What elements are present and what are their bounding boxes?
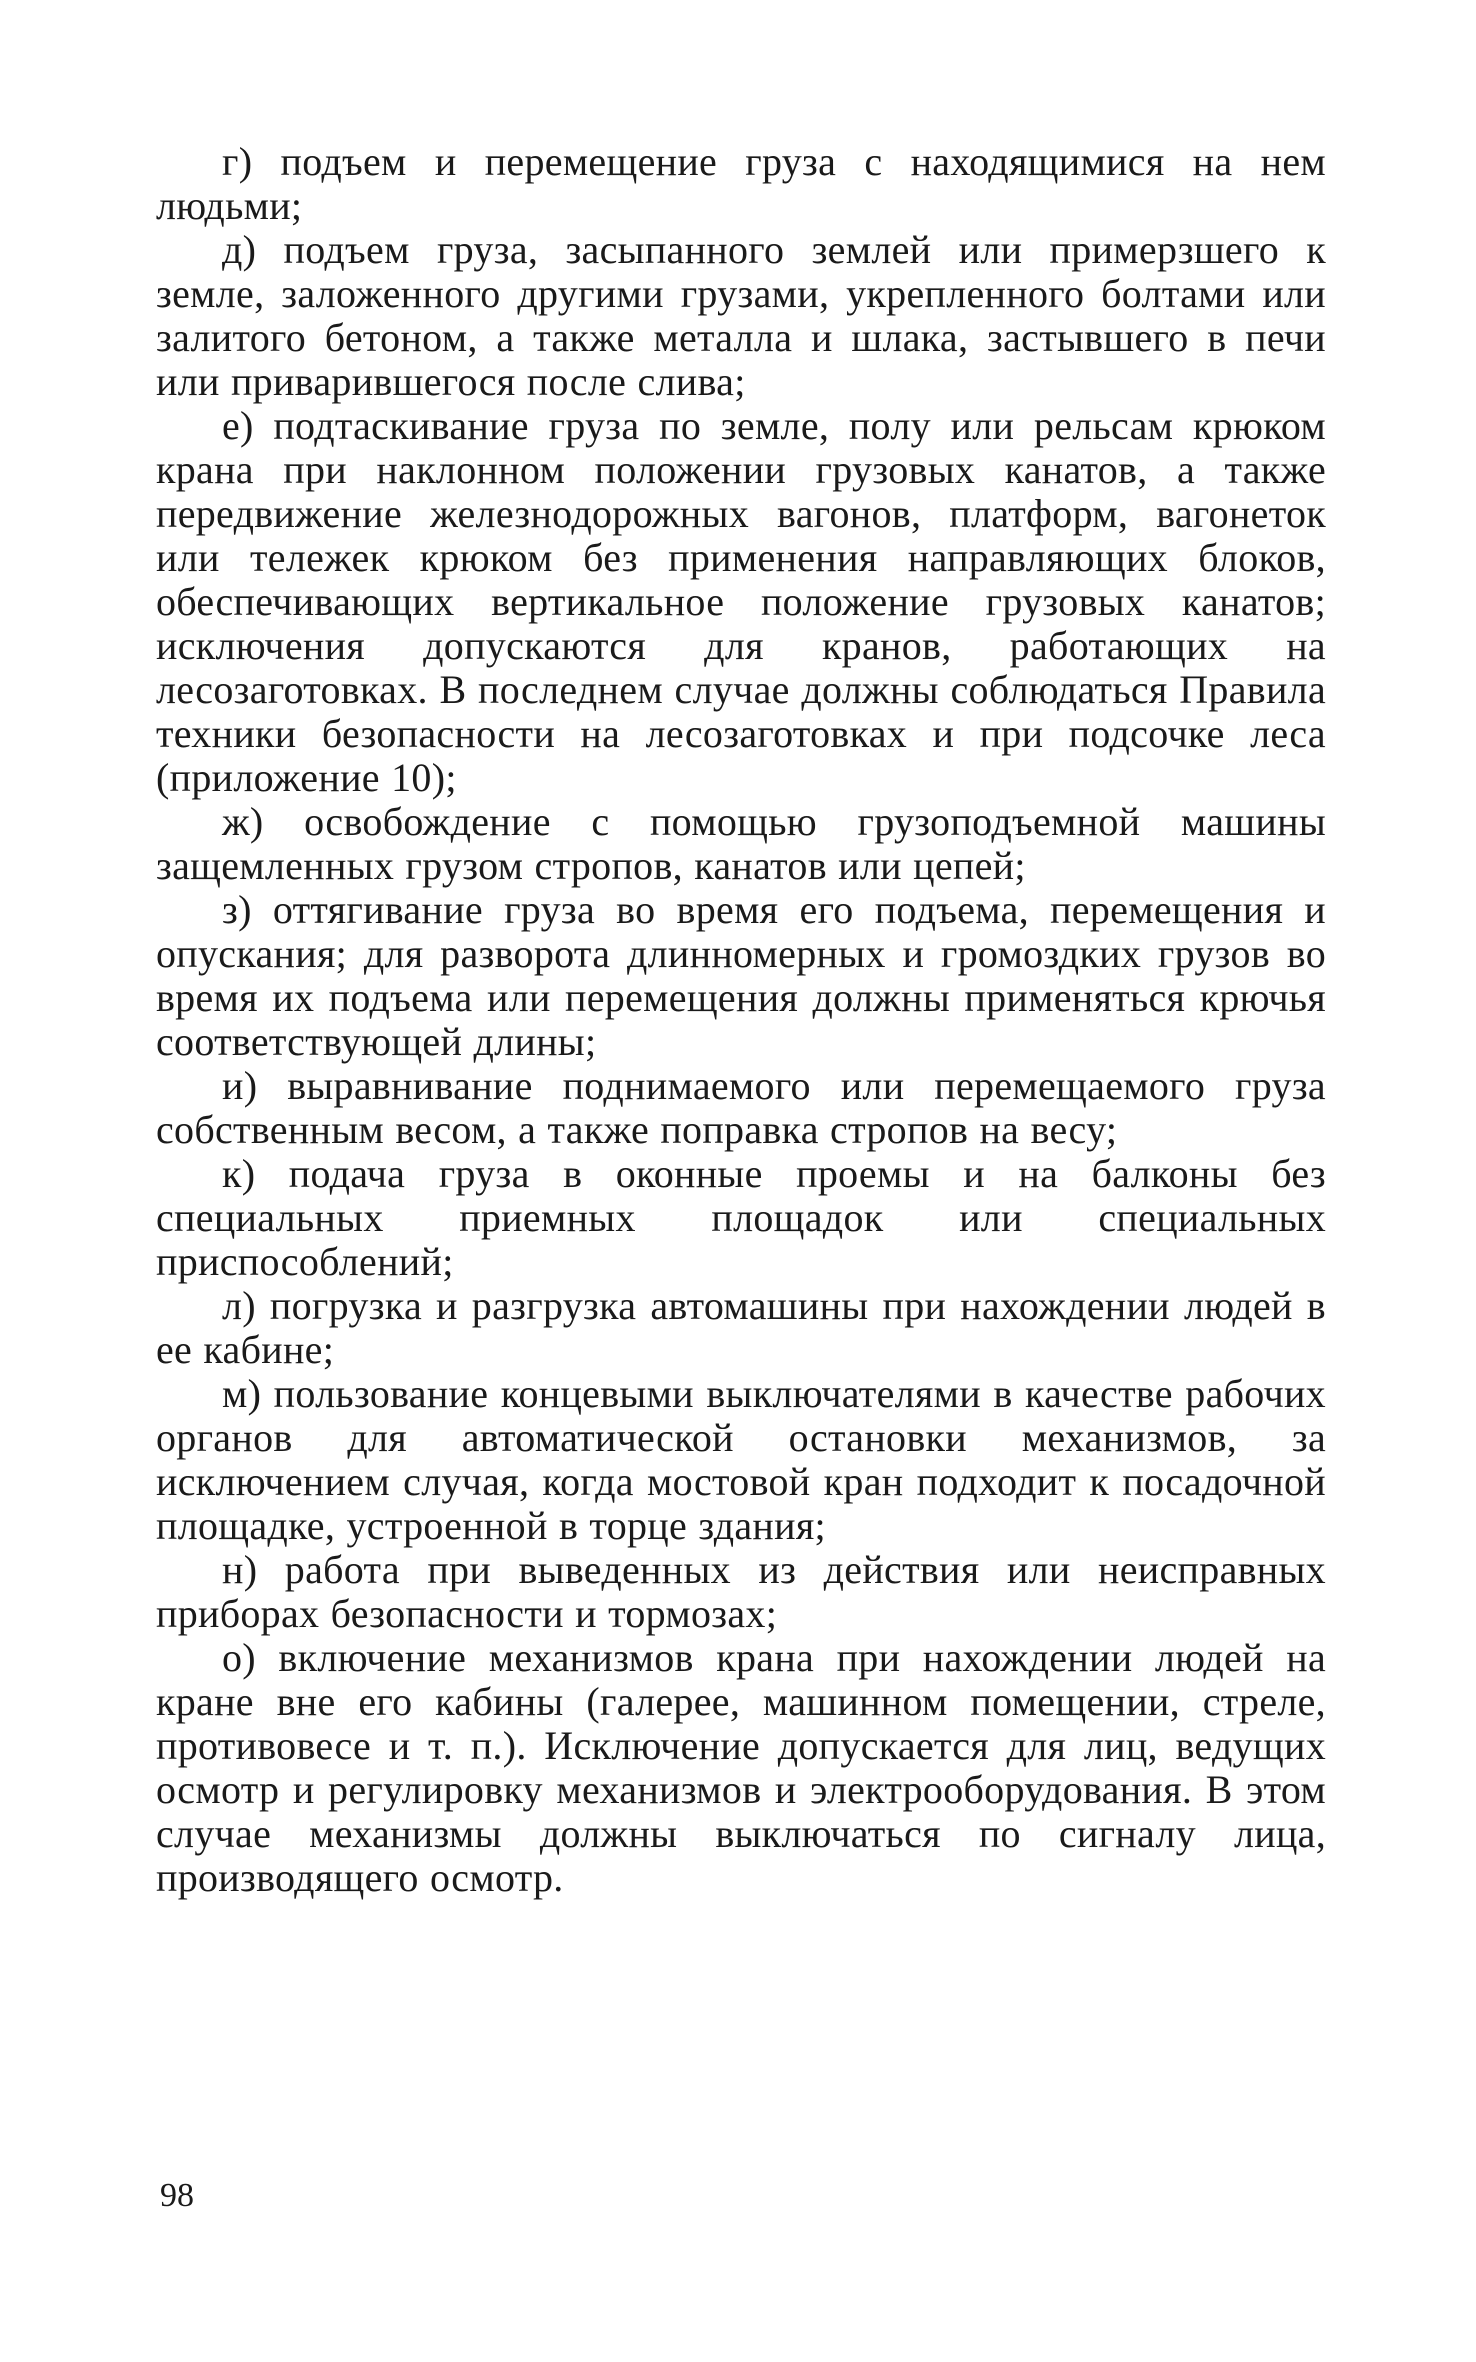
paragraph-z: з) оттягивание груза во время его подъема, перемещения и опускания; для разворота длинномерных и громоздких грузов во время их подъема или перемещения должны применяться крючья соответствующей длины; <box>156 887 1326 1064</box>
paragraph-g: г) подъем и перемещение груза с находящимися на нем людьми; <box>156 139 1326 228</box>
paragraph-l: л) погрузка и разгрузка автомашины при нахождении людей в ее кабине; <box>156 1283 1326 1372</box>
paragraph-k: к) подача груза в оконные проемы и на балконы без специальных приемных площадок или специальных приспособлений; <box>156 1151 1326 1284</box>
paragraph-i: и) выравнивание поднимаемого или перемещаемого груза собственным весом, а также поправка стропов на весу; <box>156 1063 1326 1152</box>
paragraph-e: е) подтаскивание груза по земле, полу или рельсам крюком крана при наклонном положении грузовых канатов, а также передвижение железнодорожных вагонов, платформ, вагонеток или тележек крюком без применения направляющих блоков, обеспечивающих вертикальное положение грузовых канатов; исключения допускаются для кранов, работающих на лесозаготовках. В последнем случае должны соблюдаться Правила техники безопасности на лесозаготовках и при подсочке леса (приложение 10); <box>156 403 1326 800</box>
paragraph-zh: ж) освобождение с помощью грузоподъемной машины защемленных грузом стропов, канатов или цепей; <box>156 799 1326 888</box>
paragraph-m: м) пользование концевыми выключателями в качестве рабочих органов для автоматической остановки механизмов, за исключением случая, когда мостовой кран подходит к посадочной площадке, устроенной в торце здания; <box>156 1371 1326 1548</box>
paragraph-d: д) подъем груза, засыпанного землей или примерзшего к земле, заложенного другими грузами, укрепленного болтами или залитого бетоном, а также металла и шлака, застывшего в печи или приварившегося после слива; <box>156 227 1326 404</box>
paragraph-n: н) работа при выведенных из действия или неисправных приборах безопасности и тормозах; <box>156 1547 1326 1636</box>
paragraph-o: о) включение механизмов крана при нахождении людей на кране вне его кабины (галерее, машинном помещении, стреле, противовесе и т. п.). Исключение допускается для лиц, ведущих осмотр и регулировку механизмов и электрооборудования. В этом случае механизмы должны выключаться по сигналу лица, производящего осмотр. <box>156 1635 1326 1900</box>
document-body <box>156 140 1326 1900</box>
page-number: 98 <box>160 2177 194 2214</box>
